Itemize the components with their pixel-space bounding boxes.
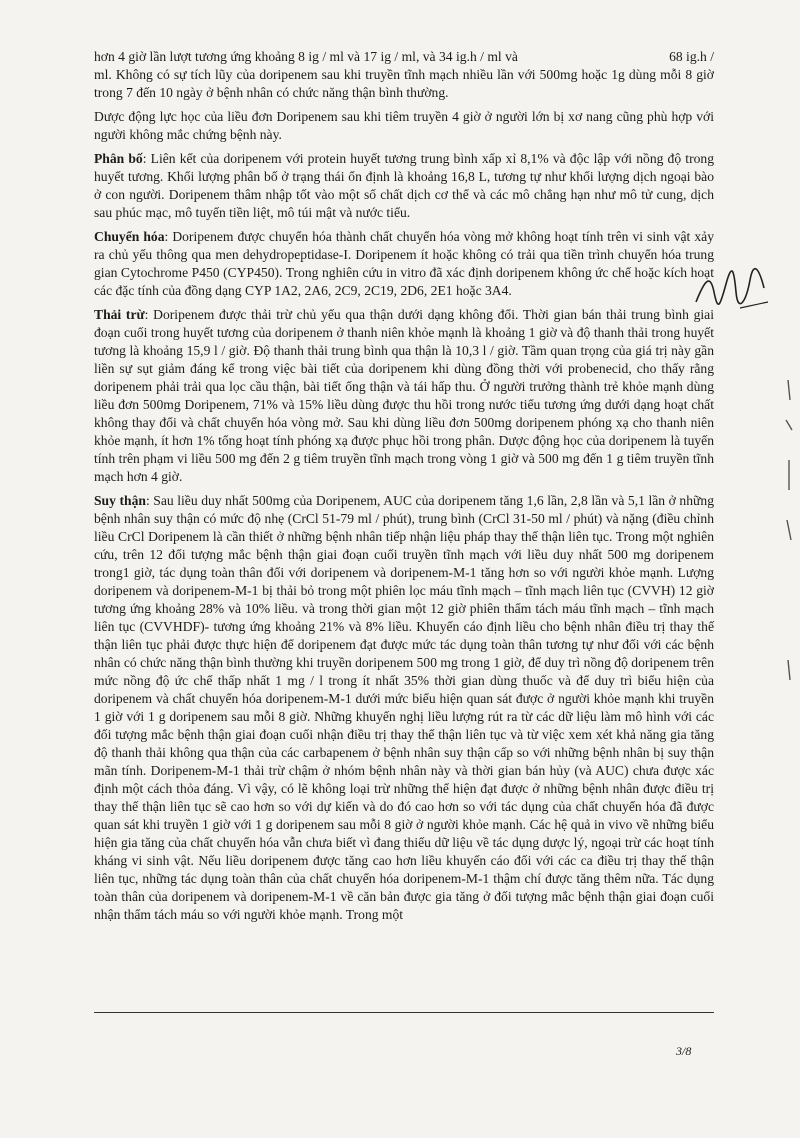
section-body: : Liên kết của doripenem với protein huyết tương trung bình xấp xỉ 8,1% và độc lập với nồng độ trong huyết tương. Khối lượng phân bố ở trạng thái ổn định là khoảng 16,8 L, tương tự như khối lượng dịch ngoại bào ở con người. Doripenem thâm nhập tốt vào một số chất dịch cơ thể và các mô chẳng hạn như mô tử cung, dịch sau phúc mạc, mô tuyến tiền liệt, mô túi mật và nước tiểu. <box>94 151 714 220</box>
section-body: : Doripenem được chuyển hóa thành chất chuyển hóa vòng mở không hoạt tính trên vi sinh vật xảy ra chủ yếu thông qua men dehydropeptidase-I. Doripenem ít hoặc không có trải qua tiền trình chuyển hóa trung gian Cytochrome P450 (CYP450). Trong nghiên cứu in vitro đã xác định doripenem không ức chế hoặc kích hoạt các đặc tính của đồng dạng CYP 1A2, 2A6, 2C9, 2C19, 2D6, 2E1 hoặc 3A4. <box>94 229 714 298</box>
signature-scribble <box>690 262 770 322</box>
footer-rule <box>94 1012 714 1013</box>
paragraph-text: ml. Không có sự tích lũy của doripenem sau khi truyền tĩnh mạch nhiều lần với 500mg hoặc 1g dùng mỗi 8 giờ trong 7 đến 10 ngày ở bệnh nhân có chức năng thận bình thường. <box>94 67 714 100</box>
document-page <box>94 48 714 930</box>
section-heading: Chuyển hóa <box>94 229 165 244</box>
paragraph-pk-continued <box>94 48 714 102</box>
first-line <box>94 48 714 66</box>
section-heading: Thải trừ <box>94 307 145 322</box>
section-body: : Sau liều duy nhất 500mg của Doripenem, AUC của doripenem tăng 1,6 lần, 2,8 lần và 5,1 lần ở những bệnh nhân suy thận có mức độ nhẹ (CrCl 51-79 ml / phút), trung bình (CrCl 31-50 ml / phút) và nặng (điều chỉnh liều CrCl Doripenem là cần thiết ở những bệnh nhân tiếp nhận liệu pháp thay thế thận liên tục. Trong một nghiên cứu, trên 12 đối tượng mắc bệnh thận giai đoạn cuối truyền tĩnh mạch với liều duy nhất 500 mg doripenem trong1 giờ, tác dụng toàn thân đối với doripenem và doripenem-M-1 tăng hơn so với người khỏe mạnh. Lượng doripenem và doripenem-M-1 bị thải bỏ trong một phiên lọc máu tĩnh mạch – tĩnh mạch liên tục (CVVH) 12 giờ tương ứng khoảng 28% và 10% liều. và trong thời gian một 12 giờ phiên thẩm tách máu tĩnh mạch – tĩnh mạch liên tục (CVVHDF)- tương ứng khoảng 21% và 8% liều. Khuyến cáo định liều cho bệnh nhân điều trị thay thế thận liên tục phải được thực hiện để doripenem đạt được mức tác dụng toàn thân tương tự như đối với các bệnh nhân có chức năng thận bình thường khi truyền doripenem 500 mg trong 1 giờ, để duy trì nồng độ doripenem trên mức nồng độ ức chế thấp nhất 1 mg / l trong ít nhất 35% thời gian dùng thuốc và để duy trì biểu hiện của doripenem và chất chuyển hóa doripenem-M-1 dưới mức biểu hiện quan sát được ở người khỏe mạnh khi truyền 1 giờ với 1 g doripenem sau mỗi 8 giờ. Những khuyến nghị liều lượng rút ra từ các dữ liệu làm mô hình với các đối tượng mắc bệnh thận giai đoạn cuối nhận điều trị thay thế thận liên tục và từ việc xem xét khả năng gia tăng độ thanh thải không qua thận của các carbapenem ở bệnh nhân suy thận cấp so với những bệnh nhân bị suy thận mãn tính. Doripenem-M-1 thải trừ chậm ở nhóm bệnh nhân này và thời gian bán hủy (và AUC) chưa được xác định một cách thỏa đáng. Vì vậy, có lẽ không loại trừ những thể hiện đạt được ở những bệnh nhân được điều trị thay thế thận liên tục sẽ cao hơn so với dự kiến và do đó cao hơn so với tác dụng của chất chuyển hóa đã được quan sát khi truyền 1 giờ với 1 g doripenem sau mỗi 8 giờ ở người khỏe mạnh. Các hệ quả in vivo về những biểu hiện gia tăng của chất chuyển hóa vẫn chưa biết vì đang thiếu dữ liệu về tác dụng dược lý, ngoại trừ các hoạt tính kháng vi sinh vật. Nếu liều doripenem được tăng cao hơn liều khuyến cáo đối với các ca điều trị thay thế thận liên tục, những tác dụng toàn thân của chất chuyển hóa doripenem-M-1 thậm chí được tăng thêm nữa. Tác dụng toàn thân của doripenem và doripenem-M-1 về căn bản được gia tăng ở đối tượng mắc bệnh thận giai đoạn cuối nhận thẩm tách máu so với người khỏe mạnh. Trong một <box>94 493 714 922</box>
section-distribution <box>94 150 714 222</box>
first-line-left: hơn 4 giờ lần lượt tương ứng khoảng 8 ig / ml và 17 ig / ml, và 34 ig.h / ml và <box>94 49 518 64</box>
section-heading: Phân bố <box>94 151 143 166</box>
section-metabolism <box>94 228 714 300</box>
section-renal-impairment <box>94 492 714 924</box>
section-elimination <box>94 306 714 486</box>
section-heading: Suy thận <box>94 493 146 508</box>
first-line-right: 68 ig.h / <box>669 49 714 64</box>
section-body: : Doripenem được thải trừ chủ yếu qua thận dưới dạng không đổi. Thời gian bán thải trung bình giai đoạn cuối trong huyết tương của doripenem ở thanh niên khỏe mạnh là khoảng 1 giờ và độ thanh thải trong huyết tương là khoảng 15,9 l / giờ. Độ thanh thải trung bình qua thận là 10,3 l / giờ. Tầm quan trọng của giá trị này gần liền sự sụt giảm đáng kể trong việc bài tiết của doripenem khi dùng đồng thời với probenecid, cho thấy rằng doripenem phải trải qua lọc cầu thận, bài tiết ống thận và tái hấp thu. Ở người trưởng thành trẻ khỏe mạnh dùng liều đơn 500mg Doripenem, 71% và 15% liều dùng được thu hồi trong nước tiểu tương ứng dưới dạng hoạt chất không thay đổi và chất chuyển hóa vòng mở. Sau khi dùng liều đơn 500mg doripenem phóng xạ cho thanh niên khỏe mạnh, ít hơn 1% tổng hoạt tính phóng xạ được phục hồi trong phân. Dược động học của doripenem là tuyến tính trên phạm vi liều 500 mg đến 2 g tiêm truyền tĩnh mạch trong vòng 1 giờ và 500 mg đến 1 g tiêm truyền tĩnh mạch hơn 4 giờ. <box>94 307 714 484</box>
scan-edge-marks <box>780 360 800 700</box>
paragraph-cystic-fibrosis: Dược động lực học của liều đơn Doripenem sau khi tiêm truyền 4 giờ ở người lớn bị xơ nang cũng phù hợp với người không mắc chứng bệnh này. <box>94 109 714 142</box>
page-number: 3/8 <box>676 1044 692 1058</box>
